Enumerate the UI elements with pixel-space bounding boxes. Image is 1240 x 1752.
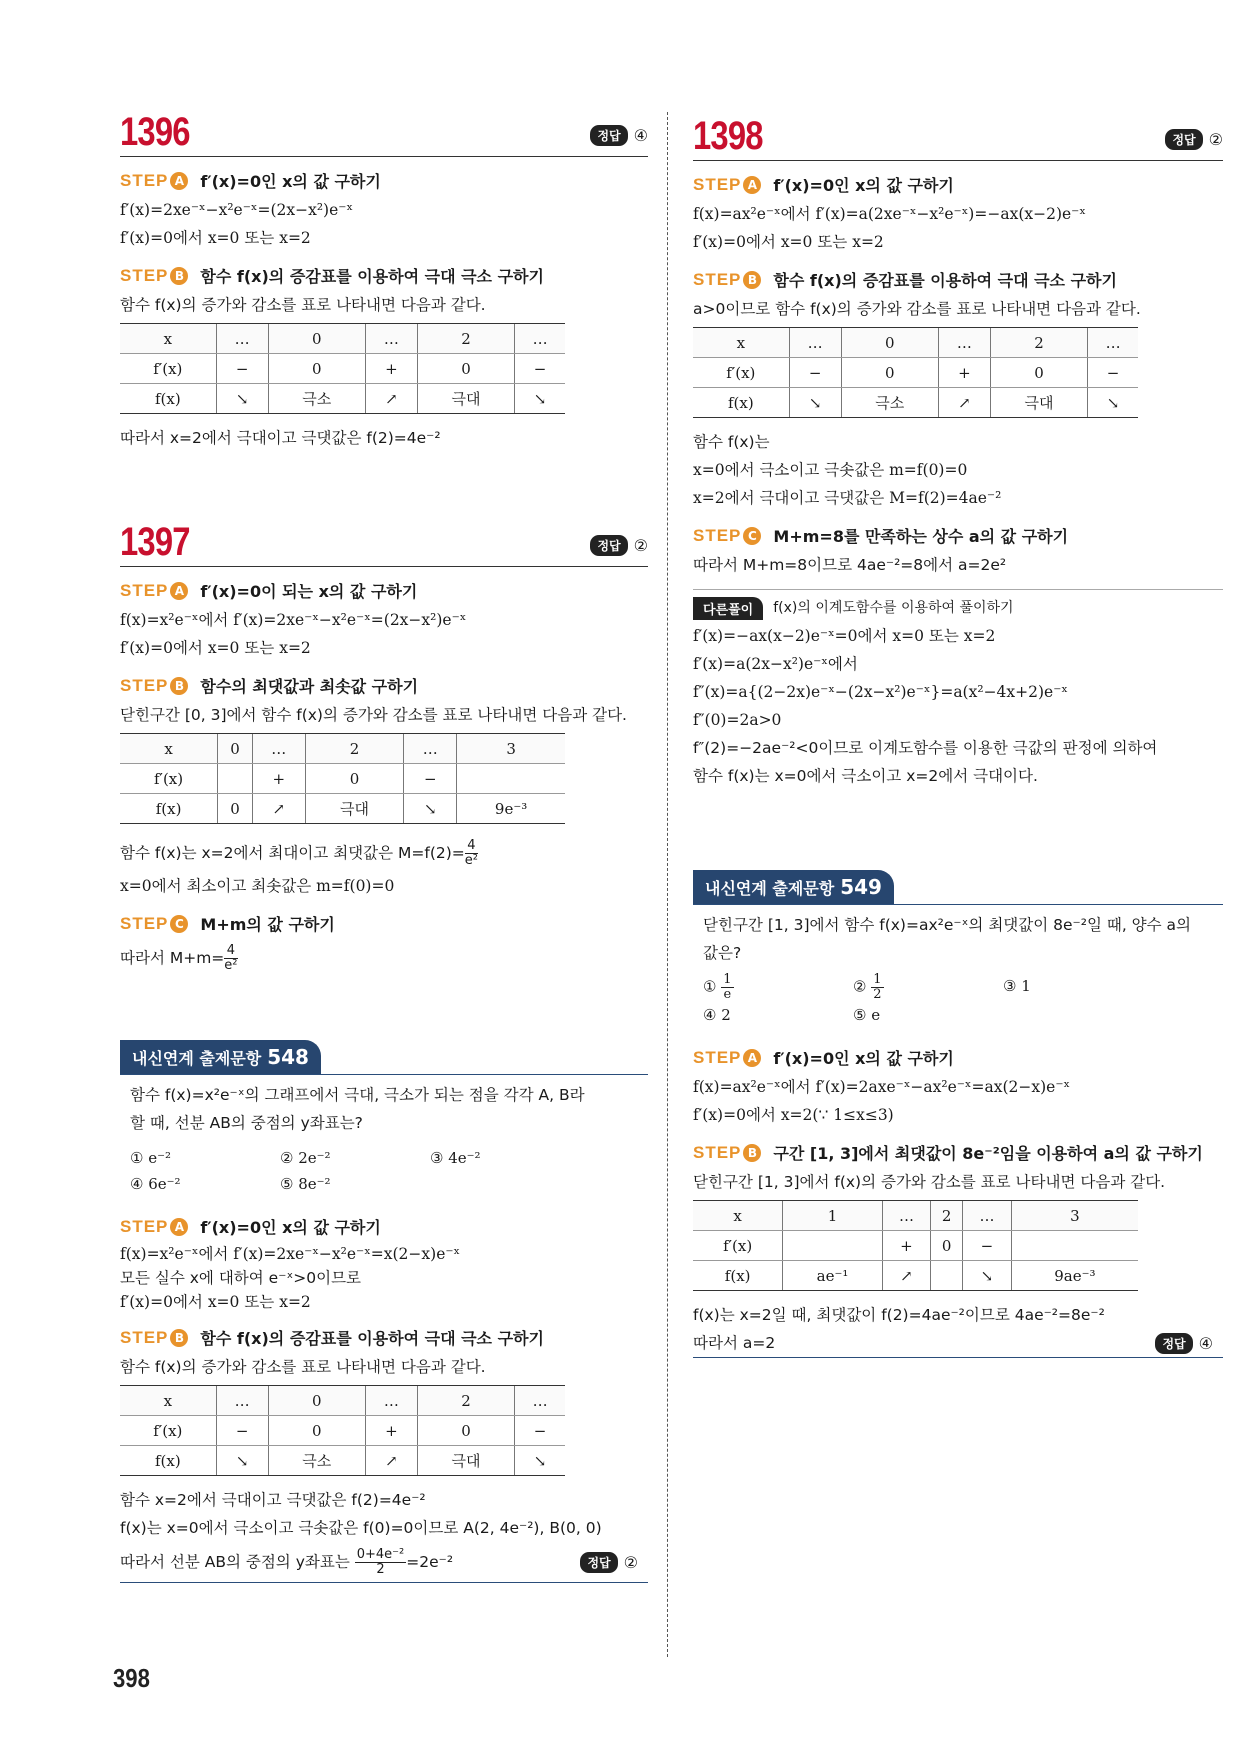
table-cell: …: [216, 324, 268, 354]
answer-choice: ②: [623, 1552, 638, 1572]
table-cell: 0: [841, 358, 938, 388]
table-cell: 극대: [305, 794, 404, 824]
table-row: [120, 764, 565, 794]
table-cell: 0: [218, 734, 253, 764]
fraction-denominator: e: [723, 987, 732, 1002]
solution-line: 함수 f(x)는: [693, 433, 770, 451]
solution-line: f′(x)=2xe⁻ˣ−x²e⁻ˣ=(2x−x²)e⁻ˣ: [120, 201, 354, 219]
step-b-heading: STEP B 구간 [1, 3]에서 최댓값이 8e⁻²임을 이용하여 a의 값 구하기: [693, 1142, 1203, 1163]
step-title: f′(x)=0이 되는 x의 값 구하기: [200, 582, 418, 601]
fraction-denominator: e²: [224, 958, 238, 973]
table-cell: 0: [268, 354, 365, 384]
question: [693, 911, 1223, 967]
table-cell: 0: [841, 328, 938, 358]
table-cell: 2: [931, 1201, 963, 1231]
option[interactable]: ④ 6e⁻²: [130, 1175, 181, 1193]
step-title: 함수 f(x)의 증감표를 이용하여 극대 극소 구하기: [773, 271, 1117, 290]
fraction-numerator: 1: [873, 972, 882, 987]
alternative-tag: 다른풀이: [693, 597, 763, 620]
table-cell: …: [938, 328, 990, 358]
solution-line: f″(2)=−2ae⁻²<0이므로 이계도함수를 이용한 극값의 판정에 의하여: [693, 739, 1158, 757]
question-line: 닫힌구간 [1, 3]에서 함수 f(x)=ax²e⁻ˣ의 최댓값이 8e⁻²일 때, 양수 a의: [703, 916, 1192, 934]
table-cell: …: [1088, 328, 1138, 358]
fraction: [355, 1548, 407, 1577]
answer-badge: [590, 535, 648, 556]
table-cell: [931, 1261, 963, 1291]
step-letter: A: [170, 1218, 188, 1236]
table-cell: …: [365, 1386, 417, 1416]
table-cell: 극소: [841, 388, 938, 418]
table-cell: +: [365, 1416, 417, 1446]
step-a-heading: STEP A f′(x)=0인 x의 값 구하기: [120, 1216, 381, 1237]
column-divider: [667, 112, 668, 1657]
problem-number: 1396: [120, 110, 190, 154]
table-row: [120, 794, 565, 824]
option[interactable]: ① e⁻²: [130, 1149, 172, 1167]
table-row: [120, 734, 565, 764]
step-letter: B: [170, 1329, 188, 1347]
solution-line: f(x)=x²e⁻ˣ에서 f′(x)=2xe⁻ˣ−x²e⁻ˣ=x(2−x)e⁻ˣ: [120, 1245, 461, 1263]
answer-tag: 정답: [580, 1552, 617, 1573]
step-a-heading: STEP A f′(x)=0이 되는 x의 값 구하기: [120, 580, 418, 601]
question-line: 함수 f(x)=x²e⁻ˣ의 그래프에서 극대, 극소가 되는 점을 각각 A, B라: [130, 1086, 585, 1104]
table-row: [693, 1201, 1138, 1231]
solution-line: 함수 x=2에서 극대이고 극댓값은 f(2)=4e⁻²: [120, 1491, 426, 1509]
step-title: M+m=8를 만족하는 상수 a의 값 구하기: [773, 527, 1069, 546]
table-cell: 0: [305, 764, 404, 794]
solution-line: 함수 f(x)의 증가와 감소를 표로 나타내면 다음과 같다.: [120, 1358, 486, 1376]
table-row: [120, 1386, 565, 1416]
step-title: 함수의 최댓값과 최솟값 구하기: [200, 677, 419, 696]
solution-line: f′(x)=0에서 x=0 또는 x=2: [120, 639, 311, 657]
table-row: [693, 388, 1138, 418]
increase-decrease-table: [693, 327, 1138, 418]
table-cell: f(x): [120, 794, 218, 824]
table-row: [693, 1261, 1138, 1291]
question-line: 할 때, 선분 AB의 중점의 y좌표는?: [130, 1114, 363, 1132]
fraction-denominator: 2: [873, 987, 882, 1002]
option[interactable]: ④ 2: [703, 1006, 731, 1024]
table-cell: ↗: [365, 384, 417, 414]
solution-line: x=2에서 극대이고 극댓값은 M=f(2)=4ae⁻²: [693, 489, 1002, 507]
solution-line: f(x)=ax²e⁻ˣ에서 f′(x)=2axe⁻ˣ−ax²e⁻ˣ=ax(2−x)e⁻ˣ: [693, 1078, 1071, 1096]
increase-decrease-table: [120, 1385, 565, 1476]
table-cell: f′(x): [120, 764, 218, 794]
table-cell: f(x): [120, 384, 216, 414]
table-cell: 1: [783, 1201, 882, 1231]
min-line: x=0에서 최소이고 최솟값은 m=f(0)=0: [120, 877, 395, 895]
table-cell: x: [693, 328, 789, 358]
increase-decrease-table: [120, 733, 565, 824]
option[interactable]: [853, 973, 1003, 1002]
solution-line: 따라서 a=2: [693, 1334, 776, 1352]
step-c-heading: STEP C M+m=8를 만족하는 상수 a의 값 구하기: [693, 525, 1069, 546]
solution-line: f(x)는 x=2일 때, 최댓값이 f(2)=4ae⁻²이므로 4ae⁻²=8e⁻²: [693, 1306, 1105, 1324]
table-cell: 3: [457, 734, 565, 764]
solution-line: f′(x)=0에서 x=0 또는 x=2: [693, 233, 884, 251]
answer-choice: ④: [633, 126, 648, 145]
option[interactable]: ② 2e⁻²: [280, 1149, 331, 1167]
table-cell: f′(x): [693, 1231, 783, 1261]
solution-line: 따라서 M+m=8이므로 4ae⁻²=8에서 a=2e²: [693, 556, 1007, 574]
step-title: f′(x)=0인 x의 값 구하기: [200, 1218, 381, 1237]
linked-problem-header: [693, 870, 1223, 905]
table-cell: 0: [218, 794, 253, 824]
solution-line: f′(x)=−ax(x−2)e⁻ˣ=0에서 x=0 또는 x=2: [693, 627, 996, 645]
option[interactable]: ⑤ e: [853, 1006, 881, 1024]
table-cell: ↘: [515, 1446, 565, 1476]
solution-line: f′(x)=0에서 x=0 또는 x=2: [120, 1293, 311, 1311]
problem-number: 1397: [120, 520, 190, 564]
table-cell: [218, 764, 253, 794]
step-title: 함수 f(x)의 증감표를 이용하여 극대 극소 구하기: [200, 267, 544, 286]
step-title: f′(x)=0인 x의 값 구하기: [773, 1049, 954, 1068]
table-cell: x: [693, 1201, 783, 1231]
table-cell: 0: [417, 354, 514, 384]
answer-badge: [1165, 129, 1223, 150]
table-cell: ↘: [216, 1446, 268, 1476]
table-cell: [783, 1231, 882, 1261]
answer-tag: 정답: [1165, 129, 1202, 150]
table-cell: ↘: [404, 794, 457, 824]
table-cell: 0: [268, 324, 365, 354]
solution-line: f′(x)=0에서 x=2(∵ 1≤x≤3): [693, 1106, 894, 1124]
final-text: 따라서 선분 AB의 중점의 y좌표는: [120, 1553, 355, 1571]
step-letter: B: [170, 677, 188, 695]
step-letter: B: [743, 271, 761, 289]
table-cell: …: [515, 1386, 565, 1416]
solution-line: 모든 실수 x에 대하여 e⁻ˣ>0이므로: [120, 1269, 362, 1287]
solution-line: f(x)는 x=0에서 극소이고 극솟값은 f(0)=0이므로 A(2, 4e⁻²), B(0, 0): [120, 1519, 602, 1537]
table-cell: 9ae⁻³: [1011, 1261, 1138, 1291]
table-row: [693, 1231, 1138, 1261]
table-cell: x: [120, 324, 216, 354]
table-cell: ↘: [216, 384, 268, 414]
solution-line: f(x)=ax²e⁻ˣ에서 f′(x)=a(2xe⁻ˣ−x²e⁻ˣ)=−ax(x−2)e⁻ˣ: [693, 205, 1086, 223]
table-cell: −: [216, 1416, 268, 1446]
fraction-numerator: 4: [465, 839, 478, 854]
fraction-denominator: 2: [376, 1562, 385, 1577]
table-cell: ↗: [938, 388, 990, 418]
step-c-heading: STEP C M+m의 값 구하기: [120, 913, 335, 934]
answer-tag: 정답: [590, 535, 627, 556]
table-cell: …: [789, 328, 841, 358]
step-letter: A: [170, 172, 188, 190]
answer-options: [703, 973, 1223, 1028]
option-marker: ②: [853, 977, 867, 996]
step-b-heading: STEP B 함수 f(x)의 증감표를 이용하여 극대 극소 구하기: [693, 269, 1117, 290]
table-cell: 0: [268, 1386, 365, 1416]
table-cell: 극대: [417, 384, 514, 414]
table-row: [120, 1446, 565, 1476]
table-cell: f′(x): [693, 358, 789, 388]
step-letter: C: [743, 527, 761, 545]
table-cell: f(x): [693, 1261, 783, 1291]
max-line: [120, 834, 648, 872]
answer-tag: 정답: [1155, 1333, 1192, 1354]
problem-1398: [693, 110, 1223, 790]
table-cell: …: [963, 1201, 1012, 1231]
table-row: [120, 1416, 565, 1446]
linked-problem-header: [120, 1040, 648, 1075]
table-cell: f′(x): [120, 1416, 216, 1446]
conclusion-line: 따라서 x=2에서 극대이고 극댓값은 f(2)=4e⁻²: [120, 429, 441, 447]
solution-line: 함수 f(x)의 증가와 감소를 표로 나타내면 다음과 같다.: [120, 296, 486, 314]
final-row: [120, 1542, 648, 1583]
answer-choice: ④: [1198, 1333, 1213, 1353]
table-cell: ae⁻¹: [783, 1261, 882, 1291]
increase-decrease-table: [120, 323, 565, 414]
table-cell: [1011, 1231, 1138, 1261]
step-letter: C: [170, 915, 188, 933]
final-line: [120, 1542, 453, 1582]
table-cell: 0: [417, 1416, 514, 1446]
table-cell: [457, 764, 565, 794]
linked-problem-548: [120, 1040, 648, 1583]
problem-1396: [120, 106, 648, 452]
solution-line: a>0이므로 함수 f(x)의 증가와 감소를 표로 나타내면 다음과 같다.: [693, 300, 1141, 318]
answer-choice: ②: [633, 536, 648, 555]
table-cell: …: [365, 324, 417, 354]
final-line: [120, 939, 648, 977]
solution-line: f″(0)=2a>0: [693, 711, 782, 729]
table-cell: ↘: [515, 384, 565, 414]
table-cell: ↘: [789, 388, 841, 418]
step-title: f′(x)=0인 x의 값 구하기: [200, 172, 381, 191]
step-b-heading: STEP B 함수 f(x)의 증감표를 이용하여 극대 극소 구하기: [120, 1327, 544, 1348]
step-a-heading: STEP A f′(x)=0인 x의 값 구하기: [693, 174, 954, 195]
step-letter: B: [170, 267, 188, 285]
table-cell: …: [515, 324, 565, 354]
table-row: [120, 324, 565, 354]
step-a-heading: STEP A f′(x)=0인 x의 값 구하기: [120, 170, 381, 191]
step-title: 구간 [1, 3]에서 최댓값이 8e⁻²임을 이용하여 a의 값 구하기: [773, 1144, 1203, 1163]
step-title: M+m의 값 구하기: [200, 915, 335, 934]
fraction: [721, 973, 733, 1002]
step-letter: B: [743, 1144, 761, 1162]
problem-1397: [120, 516, 648, 977]
table-cell: 2: [990, 328, 1087, 358]
table-cell: +: [938, 358, 990, 388]
table-cell: ↘: [1088, 388, 1138, 418]
step-letter: A: [743, 176, 761, 194]
table-cell: 극대: [990, 388, 1087, 418]
table-cell: f(x): [693, 388, 789, 418]
fraction-numerator: 1: [723, 972, 732, 987]
table-cell: 0: [268, 1416, 365, 1446]
page-number: 398: [113, 1663, 150, 1693]
question: [120, 1081, 648, 1137]
option[interactable]: ⑤ 8e⁻²: [280, 1175, 331, 1193]
problem-number: 1398: [693, 114, 763, 158]
table-cell: …: [404, 734, 457, 764]
fraction-numerator: 4: [224, 944, 237, 959]
option[interactable]: ③ 1: [1003, 977, 1031, 995]
table-row: [120, 354, 565, 384]
tag-number: 548: [267, 1045, 309, 1069]
linked-problem-tag: [693, 870, 894, 904]
table-cell: 극소: [268, 384, 365, 414]
table-cell: ↗: [365, 1446, 417, 1476]
table-cell: x: [120, 1386, 216, 1416]
fraction: [224, 944, 237, 973]
table-row: [693, 328, 1138, 358]
table-cell: ↗: [252, 794, 305, 824]
table-cell: …: [216, 1386, 268, 1416]
final-row: [693, 1329, 1223, 1358]
answer-choice: ②: [1208, 130, 1223, 149]
answer-options: [130, 1145, 648, 1197]
solution-line: f″(x)=a{(2−2x)e⁻ˣ−(2x−x²)e⁻ˣ}=a(x²−4x+2)e⁻ˣ: [693, 683, 1068, 701]
table-cell: 2: [417, 1386, 514, 1416]
table-cell: −: [515, 354, 565, 384]
table-cell: …: [252, 734, 305, 764]
table-cell: 0: [990, 358, 1087, 388]
table-cell: −: [1088, 358, 1138, 388]
table-cell: 극대: [417, 1446, 514, 1476]
step-title: 함수 f(x)의 증감표를 이용하여 극대 극소 구하기: [200, 1329, 544, 1348]
table-cell: −: [404, 764, 457, 794]
tag-number: 549: [840, 875, 882, 899]
solution-line: 함수 f(x)는 x=0에서 극소이고 x=2에서 극대이다.: [693, 767, 1038, 785]
step-b-heading: STEP B 함수 f(x)의 증감표를 이용하여 극대 극소 구하기: [120, 265, 544, 286]
table-cell: +: [882, 1231, 931, 1261]
solution-line: f′(x)=0에서 x=0 또는 x=2: [120, 229, 311, 247]
final-text: =2e⁻²: [406, 1553, 454, 1571]
solution-line: f(x)=x²e⁻ˣ에서 f′(x)=2xe⁻ˣ−x²e⁻ˣ=(2x−x²)e⁻ˣ: [120, 611, 467, 629]
step-letter: A: [743, 1049, 761, 1067]
step-title: f′(x)=0인 x의 값 구하기: [773, 176, 954, 195]
answer-badge: [580, 1552, 638, 1573]
solution-line: x=0에서 극소이고 극솟값은 m=f(0)=0: [693, 461, 968, 479]
step-letter: A: [170, 582, 188, 600]
step-a-heading: STEP A f′(x)=0인 x의 값 구하기: [693, 1047, 954, 1068]
table-row: [120, 384, 565, 414]
tag-label: 내신연계 출제문항: [705, 879, 835, 898]
max-line-text: 함수 f(x)는 x=2에서 최대이고 최댓값은 M=f(2)=: [120, 844, 465, 862]
table-cell: −: [515, 1416, 565, 1446]
linked-problem-tag: [120, 1040, 321, 1074]
fraction-numerator: 0+4e⁻²: [356, 1547, 405, 1562]
final-text: 따라서 M+m=: [120, 949, 225, 967]
linked-problem-549: [693, 870, 1223, 1358]
tag-label: 내신연계 출제문항: [132, 1049, 262, 1068]
table-cell: ↗: [882, 1261, 931, 1291]
alternative-title: f(x)의 이계도함수를 이용하여 풀이하기: [773, 600, 1014, 616]
answer-badge: [1155, 1333, 1213, 1354]
table-cell: 2: [305, 734, 404, 764]
table-cell: x: [120, 734, 218, 764]
alternative-solution-header: [693, 589, 1223, 622]
solution-line: f′(x)=a(2x−x²)e⁻ˣ에서: [693, 655, 858, 673]
solution-line: 닫힌구간 [0, 3]에서 함수 f(x)의 증가와 감소를 표로 나타내면 다음과 같다.: [120, 706, 627, 724]
fraction: [871, 973, 883, 1002]
step-b-heading: STEP B 함수의 최댓값과 최솟값 구하기: [120, 675, 419, 696]
solution-line: 닫힌구간 [1, 3]에서 f(x)의 증가와 감소를 표로 나타내면 다음과 같다.: [693, 1173, 1166, 1191]
problem-header: [120, 516, 648, 567]
option-marker: ①: [703, 977, 717, 996]
table-cell: 극소: [268, 1446, 365, 1476]
table-cell: …: [882, 1201, 931, 1231]
table-cell: +: [252, 764, 305, 794]
table-cell: 2: [417, 324, 514, 354]
problem-header: [120, 106, 648, 157]
answer-tag: 정답: [590, 125, 627, 146]
table-cell: −: [963, 1231, 1012, 1261]
option[interactable]: ③ 4e⁻²: [430, 1149, 481, 1167]
table-cell: 3: [1011, 1201, 1138, 1231]
table-cell: +: [365, 354, 417, 384]
fraction-denominator: e²: [464, 853, 479, 868]
option[interactable]: [703, 973, 853, 1002]
table-cell: 9e⁻³: [457, 794, 565, 824]
table-cell: f′(x): [120, 354, 216, 384]
table-cell: −: [789, 358, 841, 388]
table-row: [693, 358, 1138, 388]
table-cell: 0: [931, 1231, 963, 1261]
increase-decrease-table: [693, 1200, 1138, 1291]
fraction: [465, 839, 478, 868]
question-line: 값은?: [703, 944, 742, 962]
table-cell: f(x): [120, 1446, 216, 1476]
problem-header: [693, 110, 1223, 161]
answer-badge: [590, 125, 648, 146]
table-cell: ↘: [963, 1261, 1012, 1291]
table-cell: −: [216, 354, 268, 384]
